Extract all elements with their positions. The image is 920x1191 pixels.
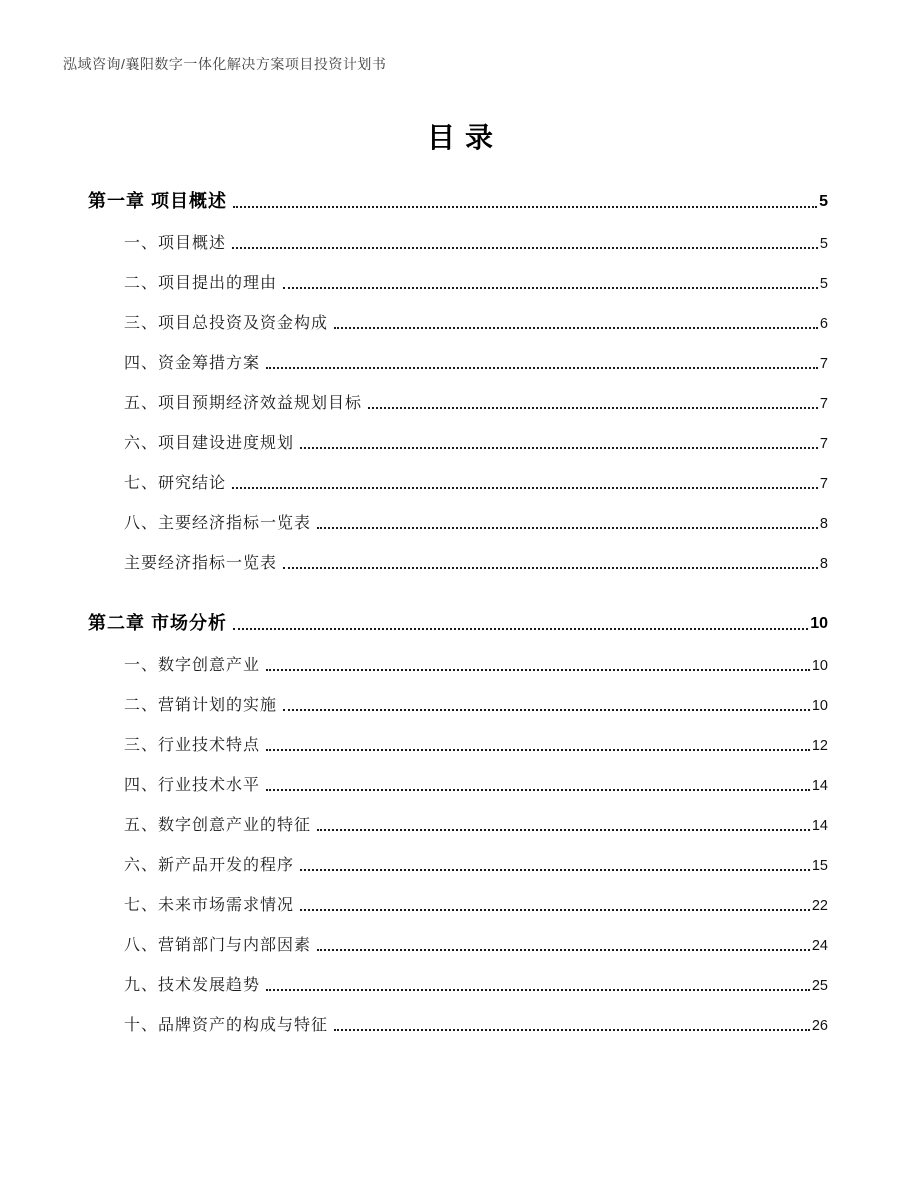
dot-leader xyxy=(317,949,810,951)
dot-leader xyxy=(232,247,818,249)
toc-entry-label: 七、研究结论 xyxy=(124,475,227,492)
dot-leader xyxy=(266,367,818,369)
toc-entry-page: 24 xyxy=(811,938,828,954)
toc-entry-page: 14 xyxy=(811,818,828,834)
toc-entry-page: 7 xyxy=(819,436,828,452)
dot-leader xyxy=(266,989,810,991)
toc-entry-page: 7 xyxy=(819,476,828,492)
toc-entry-page: 8 xyxy=(819,516,828,532)
toc-entry-page: 7 xyxy=(819,356,828,372)
toc-entry-label: 九、技术发展趋势 xyxy=(124,977,261,994)
toc-chapter-entry[interactable] xyxy=(88,188,828,214)
toc-entry-label: 二、项目提出的理由 xyxy=(124,275,278,292)
toc-item-entry[interactable] xyxy=(124,656,828,676)
toc-entry-label: 七、未来市场需求情况 xyxy=(124,897,295,914)
toc xyxy=(88,188,828,1036)
toc-entry-label: 五、数字创意产业的特征 xyxy=(124,817,312,834)
toc-entry-page: 5 xyxy=(819,236,828,252)
dot-leader xyxy=(233,206,817,208)
header-text: 泓域咨询/襄阳数字一体化解决方案项目投资计划书 xyxy=(63,56,387,72)
dot-leader xyxy=(232,487,818,489)
toc-entry-page: 6 xyxy=(819,316,828,332)
dot-leader xyxy=(300,869,810,871)
toc-entry-label: 第一章 项目概述 xyxy=(88,191,228,211)
toc-entry-page: 5 xyxy=(819,193,828,210)
toc-entry-page: 26 xyxy=(811,1018,828,1034)
dot-leader xyxy=(317,829,810,831)
toc-item-entry[interactable] xyxy=(124,696,828,716)
document-header xyxy=(63,54,828,74)
toc-entry-page: 10 xyxy=(811,698,828,714)
toc-item-entry[interactable] xyxy=(124,434,828,454)
toc-entry-page: 5 xyxy=(819,276,828,292)
toc-entry-page: 25 xyxy=(811,978,828,994)
toc-entry-label: 一、项目概述 xyxy=(124,235,227,252)
dot-leader xyxy=(300,447,818,449)
toc-item-entry[interactable] xyxy=(124,514,828,534)
dot-leader xyxy=(266,789,810,791)
toc-entry-label: 三、项目总投资及资金构成 xyxy=(124,315,329,332)
dot-leader xyxy=(334,1029,810,1031)
toc-entry-label: 十、品牌资产的构成与特征 xyxy=(124,1017,329,1034)
toc-item-entry[interactable] xyxy=(124,474,828,494)
dot-leader xyxy=(300,909,810,911)
dot-leader xyxy=(368,407,818,409)
toc-entry-page: 22 xyxy=(811,898,828,914)
toc-chapter-entry[interactable] xyxy=(88,610,828,636)
dot-leader xyxy=(317,527,818,529)
toc-entry-label: 四、行业技术水平 xyxy=(124,777,261,794)
toc-entry-page: 8 xyxy=(819,556,828,572)
toc-entry-page: 15 xyxy=(811,858,828,874)
toc-entry-label: 八、主要经济指标一览表 xyxy=(124,515,312,532)
dot-leader xyxy=(233,628,808,630)
dot-leader xyxy=(266,669,810,671)
toc-entry-label: 二、营销计划的实施 xyxy=(124,697,278,714)
toc-entry-label: 主要经济指标一览表 xyxy=(124,555,278,572)
dot-leader xyxy=(334,327,818,329)
toc-entry-label: 第二章 市场分析 xyxy=(88,613,228,633)
toc-item-entry[interactable] xyxy=(124,736,828,756)
toc-item-entry[interactable] xyxy=(124,394,828,414)
toc-entry-page: 12 xyxy=(811,738,828,754)
dot-leader xyxy=(283,709,810,711)
toc-item-entry[interactable] xyxy=(124,554,828,574)
toc-item-entry[interactable] xyxy=(124,896,828,916)
toc-item-entry[interactable] xyxy=(124,856,828,876)
toc-title: 目录 xyxy=(426,122,503,153)
toc-entry-label: 六、新产品开发的程序 xyxy=(124,857,295,874)
toc-item-entry[interactable] xyxy=(124,976,828,996)
toc-item-entry[interactable] xyxy=(124,274,828,294)
toc-entry-label: 五、项目预期经济效益规划目标 xyxy=(124,395,363,412)
dot-leader xyxy=(283,567,818,569)
toc-entry-label: 六、项目建设进度规划 xyxy=(124,435,295,452)
toc-item-entry[interactable] xyxy=(124,234,828,254)
toc-entry-page: 10 xyxy=(811,658,828,674)
toc-entry-page: 7 xyxy=(819,396,828,412)
toc-entry-label: 一、数字创意产业 xyxy=(124,657,261,674)
toc-item-entry[interactable] xyxy=(124,816,828,836)
dot-leader xyxy=(266,749,810,751)
toc-entry-label: 三、行业技术特点 xyxy=(124,737,261,754)
toc-entry-page: 14 xyxy=(811,778,828,794)
toc-entry-page: 10 xyxy=(810,615,828,632)
toc-item-entry[interactable] xyxy=(124,314,828,334)
toc-item-entry[interactable] xyxy=(124,776,828,796)
toc-entry-label: 八、营销部门与内部因素 xyxy=(124,937,312,954)
toc-item-entry[interactable] xyxy=(124,936,828,956)
toc-item-entry[interactable] xyxy=(124,354,828,374)
dot-leader xyxy=(283,287,818,289)
toc-entry-label: 四、资金筹措方案 xyxy=(124,355,261,372)
toc-item-entry[interactable] xyxy=(124,1016,828,1036)
